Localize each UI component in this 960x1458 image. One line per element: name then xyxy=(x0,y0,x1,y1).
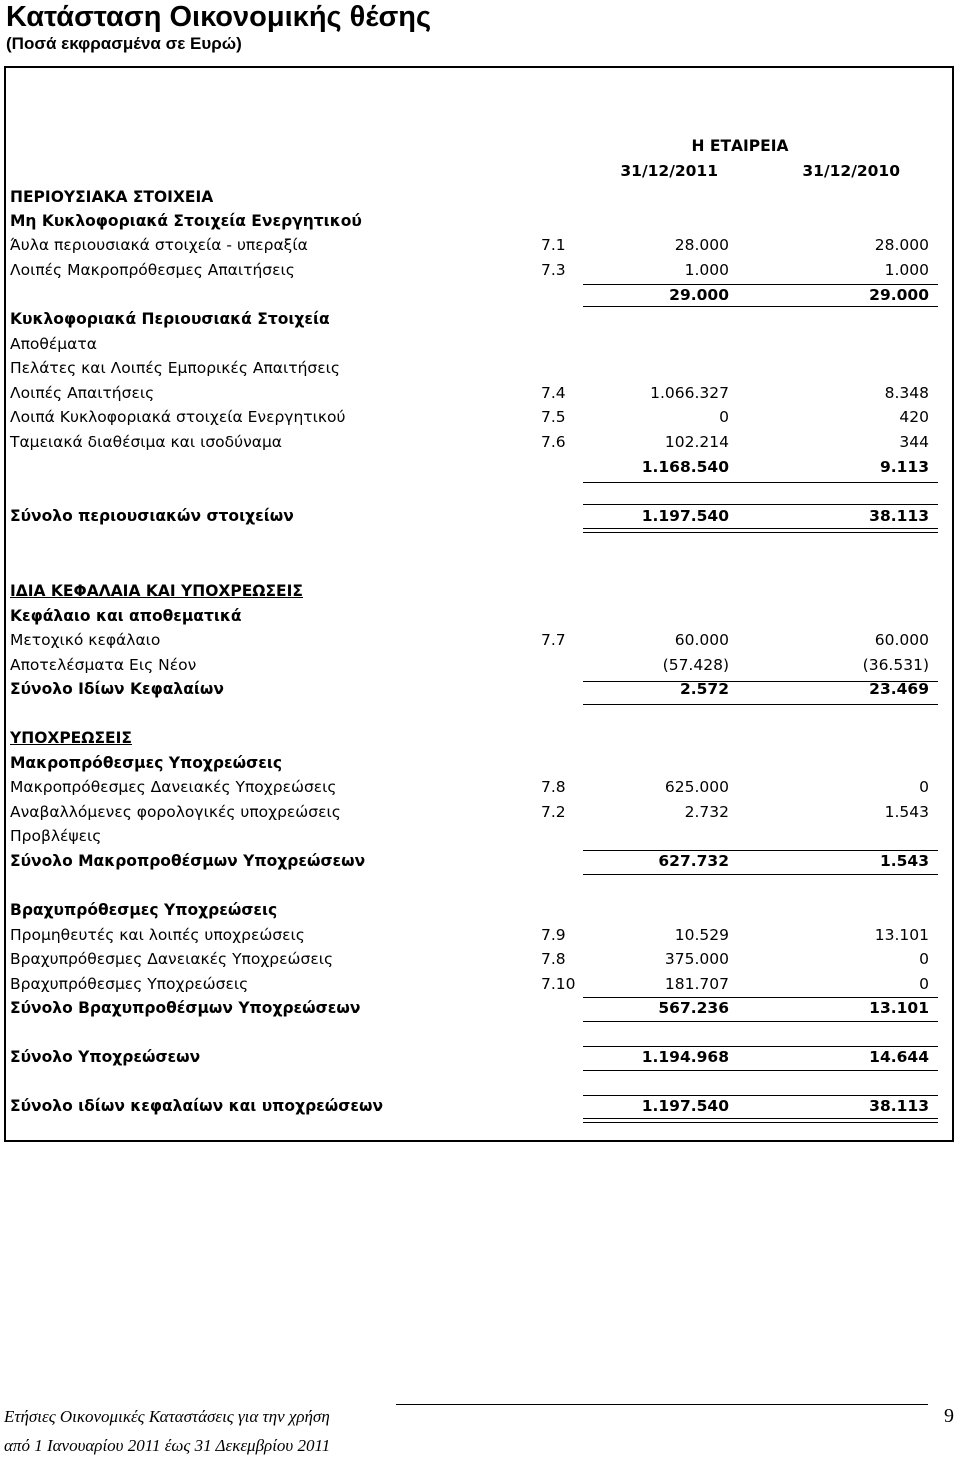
value-2010: 1.000 xyxy=(884,261,929,279)
column-header-2011: 31/12/2011 xyxy=(620,162,718,180)
value-2010: 1.543 xyxy=(884,803,929,821)
row-label: Προβλέψεις xyxy=(10,827,102,845)
rule-line xyxy=(583,704,938,705)
row-note: 7.5 xyxy=(541,408,566,426)
rule-line xyxy=(583,997,938,998)
row-label: Μετοχικό κεφάλαιο xyxy=(10,631,161,649)
value-2011: 28.000 xyxy=(674,236,729,254)
row-label: Σύνολο Βραχυπροθέσμων Υποχρεώσεων xyxy=(10,999,361,1017)
rule-line xyxy=(583,1070,938,1071)
row-label: Λοιπές Μακροπρόθεσμες Απαιτήσεις xyxy=(10,261,295,279)
row-label: Προμηθευτές και λοιπές υποχρεώσεις xyxy=(10,926,305,944)
row-note: 7.10 xyxy=(541,975,576,993)
value-2010: 38.113 xyxy=(869,507,929,525)
rule-line xyxy=(583,681,938,682)
rule-line xyxy=(583,874,938,875)
row-label: Λοιπές Απαιτήσεις xyxy=(10,384,155,402)
row-label: Αναβαλλόμενες φορολογικές υποχρεώσεις xyxy=(10,803,341,821)
value-2011: 2.572 xyxy=(679,680,729,698)
page-subtitle: (Ποσά εκφρασμένα σε Ευρώ) xyxy=(6,34,242,53)
row-label: Σύνολο ιδίων κεφαλαίων και υποχρεώσεων xyxy=(10,1097,383,1115)
footer-period: από 1 Ιανουαρίου 2011 έως 31 Δεκεμβρίου 2011 xyxy=(4,1436,331,1455)
value-2011: 627.732 xyxy=(658,852,729,870)
footer-title: Ετήσιες Οικονομικές Καταστάσεις για την χρήση xyxy=(4,1407,330,1426)
row-note: 7.8 xyxy=(541,950,566,968)
value-2010: 14.644 xyxy=(869,1048,929,1066)
row-label: Βραχυπρόθεσμες Υποχρεώσεις xyxy=(10,975,249,993)
value-2011: 181.707 xyxy=(664,975,729,993)
rule-line xyxy=(583,850,938,851)
value-2011: 625.000 xyxy=(664,778,729,796)
page-number: 9 xyxy=(944,1405,954,1427)
value-2011: 1.197.540 xyxy=(641,507,729,525)
value-2011: (57.428) xyxy=(662,656,729,674)
value-2010: 38.113 xyxy=(869,1097,929,1115)
value-2010: 60.000 xyxy=(874,631,929,649)
value-2010: 8.348 xyxy=(884,384,929,402)
value-2010: 9.113 xyxy=(879,458,929,476)
value-2010: 0 xyxy=(919,778,929,796)
rule-line xyxy=(583,532,938,533)
row-label: Σύνολο Υποχρεώσεων xyxy=(10,1048,201,1066)
rule-line xyxy=(583,284,938,285)
value-2010: 1.543 xyxy=(879,852,929,870)
rule-line xyxy=(583,1095,938,1096)
row-label: Σύνολο περιουσιακών στοιχείων xyxy=(10,507,294,525)
rule-line xyxy=(583,306,938,307)
row-note: 7.2 xyxy=(541,803,566,821)
row-note: 7.7 xyxy=(541,631,566,649)
value-2010: 420 xyxy=(899,408,929,426)
value-2010: 23.469 xyxy=(869,680,929,698)
row-label: Πελάτες και Λοιπές Εμπορικές Απαιτήσεις xyxy=(10,359,340,377)
value-2010: 0 xyxy=(919,950,929,968)
value-2011: 2.732 xyxy=(684,803,729,821)
rule-line xyxy=(583,504,938,505)
rule-line xyxy=(583,528,938,529)
value-2011: 375.000 xyxy=(664,950,729,968)
row-label: Κεφάλαιο και αποθεματικά xyxy=(10,607,242,625)
value-2010: (36.531) xyxy=(862,656,929,674)
value-2011: 0 xyxy=(719,408,729,426)
rule-line xyxy=(583,482,938,483)
value-2011: 10.529 xyxy=(674,926,729,944)
value-2010: 13.101 xyxy=(869,999,929,1017)
row-label: Άυλα περιουσιακά στοιχεία - υπεραξία xyxy=(10,236,308,254)
row-note: 7.9 xyxy=(541,926,566,944)
row-label: Ταμειακά διαθέσιμα και ισοδύναμα xyxy=(10,433,283,451)
footer-line xyxy=(396,1404,928,1405)
row-label: ΙΔΙΑ ΚΕΦΑΛΑΙΑ ΚΑΙ ΥΠΟΧΡΕΩΣΕΙΣ xyxy=(10,582,303,600)
row-label: Σύνολο Μακροπροθέσμων Υποχρεώσεων xyxy=(10,852,366,870)
column-header-2010: 31/12/2010 xyxy=(802,162,900,180)
row-note: 7.1 xyxy=(541,236,566,254)
value-2011: 60.000 xyxy=(674,631,729,649)
row-label: Μακροπρόθεσμες Υποχρεώσεις xyxy=(10,754,283,772)
value-2011: 29.000 xyxy=(669,286,729,304)
value-2010: 0 xyxy=(919,975,929,993)
value-2011: 567.236 xyxy=(658,999,729,1017)
page-title: Κατάσταση Οικονομικής θέσης xyxy=(6,1,432,33)
value-2011: 102.214 xyxy=(664,433,729,451)
row-note: 7.3 xyxy=(541,261,566,279)
row-label: Αποθέματα xyxy=(10,335,97,353)
value-2011: 1.197.540 xyxy=(641,1097,729,1115)
value-2011: 1.066.327 xyxy=(650,384,729,402)
row-note: 7.4 xyxy=(541,384,566,402)
value-2010: 13.101 xyxy=(874,926,929,944)
row-label: Βραχυπρόθεσμες Υποχρεώσεις xyxy=(10,901,278,919)
value-2011: 1.168.540 xyxy=(641,458,729,476)
row-label: Κυκλοφοριακά Περιουσιακά Στοιχεία xyxy=(10,310,330,328)
row-note: 7.6 xyxy=(541,433,566,451)
rule-line xyxy=(583,1122,938,1123)
row-label: ΥΠΟΧΡΕΩΣΕΙΣ xyxy=(10,729,132,747)
row-label: Βραχυπρόθεσμες Δανειακές Υποχρεώσεις xyxy=(10,950,334,968)
value-2011: 1.194.968 xyxy=(641,1048,729,1066)
value-2011: 1.000 xyxy=(684,261,729,279)
row-note: 7.8 xyxy=(541,778,566,796)
company-header: Η ΕΤΑΙΡΕΙΑ xyxy=(691,137,789,155)
row-label: ΠΕΡΙΟΥΣΙΑΚΑ ΣΤΟΙΧΕΙΑ xyxy=(10,188,214,206)
value-2010: 344 xyxy=(899,433,929,451)
value-2010: 28.000 xyxy=(874,236,929,254)
row-label: Αποτελέσματα Εις Νέον xyxy=(10,656,197,674)
row-label: Μακροπρόθεσμες Δανειακές Υποχρεώσεις xyxy=(10,778,337,796)
row-label: Σύνολο Ιδίων Κεφαλαίων xyxy=(10,680,224,698)
value-2010: 29.000 xyxy=(869,286,929,304)
rule-line xyxy=(583,1021,938,1022)
row-label: Λοιπά Κυκλοφοριακά στοιχεία Ενεργητικού xyxy=(10,408,346,426)
rule-line xyxy=(583,1118,938,1119)
rule-line xyxy=(583,1046,938,1047)
row-label: Μη Κυκλοφοριακά Στοιχεία Ενεργητικού xyxy=(10,212,362,230)
